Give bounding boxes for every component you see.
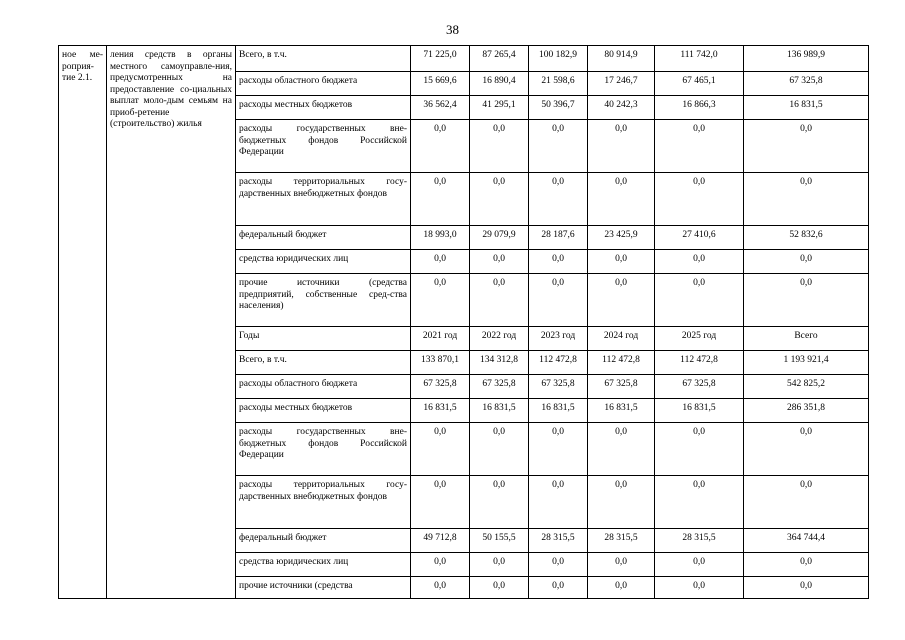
value-cell: 16 831,5	[529, 399, 588, 423]
years-header-label: Годы	[236, 327, 411, 351]
value-cell: 112 472,8	[529, 351, 588, 375]
row-label: средства юридических лиц	[236, 250, 411, 274]
row-label: федеральный бюджет	[236, 529, 411, 553]
value-cell: 67 465,1	[655, 72, 744, 96]
value-cell: 0,0	[655, 274, 744, 327]
value-cell: 0,0	[411, 577, 470, 599]
value-cell: 0,0	[411, 173, 470, 226]
value-cell: 0,0	[529, 250, 588, 274]
value-cell: 0,0	[744, 274, 869, 327]
row-label: прочие источники (средства	[236, 577, 411, 599]
value-cell: 0,0	[588, 577, 655, 599]
value-cell: 0,0	[470, 173, 529, 226]
row-label: расходы местных бюджетов	[236, 399, 411, 423]
value-cell: 16 831,5	[588, 399, 655, 423]
row-label: расходы территориальных госу-дарственных внебюджетных фондов	[236, 476, 411, 529]
value-cell: 71 225,0	[411, 46, 470, 72]
value-cell: 17 246,7	[588, 72, 655, 96]
value-cell: 50 396,7	[529, 96, 588, 120]
year-header-cell: 2021 год	[411, 327, 470, 351]
row-label: расходы территориальных госу-дарственных внебюджетных фондов	[236, 173, 411, 226]
value-cell: 0,0	[529, 274, 588, 327]
value-cell: 16 866,3	[655, 96, 744, 120]
value-cell: 0,0	[744, 577, 869, 599]
value-cell: 0,0	[744, 120, 869, 173]
stub-measure-number: ное ме-роприя-тие 2.1.	[59, 46, 107, 599]
value-cell: 0,0	[655, 173, 744, 226]
value-cell: 28 187,6	[529, 226, 588, 250]
row-label: прочие источники (средства предприятий, собственные сред-ства населения)	[236, 274, 411, 327]
value-cell: 0,0	[529, 553, 588, 577]
value-cell: 136 989,9	[744, 46, 869, 72]
row-label: расходы областного бюджета	[236, 72, 411, 96]
value-cell: 67 325,8	[529, 375, 588, 399]
value-cell: 80 914,9	[588, 46, 655, 72]
value-cell: 542 825,2	[744, 375, 869, 399]
value-cell: 40 242,3	[588, 96, 655, 120]
value-cell: 0,0	[655, 476, 744, 529]
value-cell: 50 155,5	[470, 529, 529, 553]
value-cell: 0,0	[411, 476, 470, 529]
row-label: расходы областного бюджета	[236, 375, 411, 399]
value-cell: 16 831,5	[655, 399, 744, 423]
value-cell: 16 831,5	[470, 399, 529, 423]
row-label: Всего, в т.ч.	[236, 46, 411, 72]
table-body	[59, 46, 869, 599]
value-cell: 100 182,9	[529, 46, 588, 72]
value-cell: 0,0	[655, 577, 744, 599]
value-cell: 0,0	[655, 250, 744, 274]
value-cell: 27 410,6	[655, 226, 744, 250]
value-cell: 15 669,6	[411, 72, 470, 96]
value-cell: 0,0	[411, 423, 470, 476]
value-cell: 67 325,8	[655, 375, 744, 399]
value-cell: 0,0	[588, 274, 655, 327]
value-cell: 0,0	[744, 173, 869, 226]
value-cell: 18 993,0	[411, 226, 470, 250]
value-cell: 21 598,6	[529, 72, 588, 96]
row-label: Всего, в т.ч.	[236, 351, 411, 375]
value-cell: 0,0	[655, 423, 744, 476]
value-cell: 134 312,8	[470, 351, 529, 375]
year-header-cell: 2022 год	[470, 327, 529, 351]
value-cell: 0,0	[470, 476, 529, 529]
value-cell: 0,0	[529, 120, 588, 173]
value-cell: 0,0	[470, 423, 529, 476]
value-cell: 49 712,8	[411, 529, 470, 553]
value-cell: 52 832,6	[744, 226, 869, 250]
value-cell: 41 295,1	[470, 96, 529, 120]
value-cell: 28 315,5	[529, 529, 588, 553]
value-cell: 36 562,4	[411, 96, 470, 120]
value-cell: 87 265,4	[470, 46, 529, 72]
value-cell: 29 079,9	[470, 226, 529, 250]
value-cell: 0,0	[411, 120, 470, 173]
value-cell: 0,0	[588, 553, 655, 577]
row-label: средства юридических лиц	[236, 553, 411, 577]
value-cell: 0,0	[470, 553, 529, 577]
value-cell: 28 315,5	[588, 529, 655, 553]
year-header-cell: 2023 год	[529, 327, 588, 351]
value-cell: 23 425,9	[588, 226, 655, 250]
value-cell: 0,0	[588, 120, 655, 173]
page-number: 38	[446, 22, 459, 37]
value-cell: 16 831,5	[411, 399, 470, 423]
value-cell: 0,0	[529, 476, 588, 529]
row-label: расходы государственных вне-бюджетных фондов Российской Федерации	[236, 423, 411, 476]
value-cell: 0,0	[588, 476, 655, 529]
row-label: федеральный бюджет	[236, 226, 411, 250]
value-cell: 67 325,8	[470, 375, 529, 399]
value-cell: 0,0	[529, 577, 588, 599]
value-cell: 286 351,8	[744, 399, 869, 423]
funding-table	[58, 45, 869, 599]
value-cell: 16 831,5	[744, 96, 869, 120]
table-row	[59, 46, 869, 72]
value-cell: 0,0	[470, 250, 529, 274]
value-cell: 364 744,4	[744, 529, 869, 553]
value-cell: 112 472,8	[588, 351, 655, 375]
value-cell: 0,0	[744, 423, 869, 476]
value-cell: 0,0	[744, 476, 869, 529]
value-cell: 67 325,8	[588, 375, 655, 399]
value-cell: 0,0	[588, 250, 655, 274]
value-cell: 0,0	[588, 173, 655, 226]
year-header-cell: 2025 год	[655, 327, 744, 351]
value-cell: 112 472,8	[655, 351, 744, 375]
value-cell: 0,0	[411, 553, 470, 577]
row-label: расходы государственных вне-бюджетных фондов Российской Федерации	[236, 120, 411, 173]
value-cell: 0,0	[588, 423, 655, 476]
value-cell: 0,0	[529, 423, 588, 476]
value-cell: 67 325,8	[411, 375, 470, 399]
value-cell: 0,0	[470, 577, 529, 599]
value-cell: 0,0	[470, 274, 529, 327]
value-cell: 0,0	[411, 250, 470, 274]
stub-measure-description: ления средств в органы местного самоуправле-ния, предусмотренных на предоставление со-циальных выплат моло-дым семьям на приоб-ретение (строительство) жилья	[107, 46, 236, 599]
value-cell: 0,0	[529, 173, 588, 226]
row-label: расходы местных бюджетов	[236, 96, 411, 120]
year-header-cell: Всего	[744, 327, 869, 351]
value-cell: 28 315,5	[655, 529, 744, 553]
value-cell: 0,0	[655, 553, 744, 577]
year-header-cell: 2024 год	[588, 327, 655, 351]
value-cell: 111 742,0	[655, 46, 744, 72]
value-cell: 67 325,8	[744, 72, 869, 96]
value-cell: 0,0	[411, 274, 470, 327]
value-cell: 0,0	[470, 120, 529, 173]
value-cell: 133 870,1	[411, 351, 470, 375]
value-cell: 1 193 921,4	[744, 351, 869, 375]
value-cell: 0,0	[744, 250, 869, 274]
value-cell: 0,0	[655, 120, 744, 173]
value-cell: 16 890,4	[470, 72, 529, 96]
value-cell: 0,0	[744, 553, 869, 577]
